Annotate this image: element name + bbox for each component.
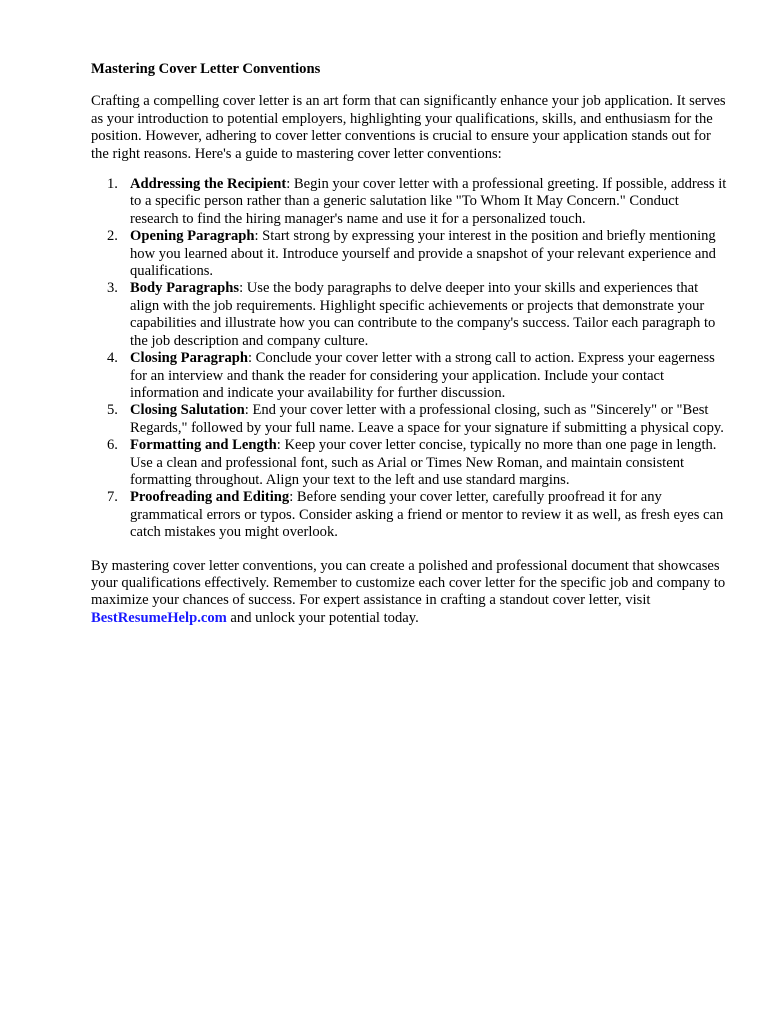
list-item-heading: Closing Paragraph [130,350,248,367]
list-item-text: : End your cover letter with a professional closing, such as "Sincerely" or "Best Regards," followed by your full name. Leave a space for your signature if submitting a physical copy. [130,402,724,436]
bestresumehelp-link[interactable]: BestResumeHelp.com [91,609,227,626]
list-item [91,350,731,402]
conclusion-paragraph [91,558,731,628]
list-item [91,176,731,228]
list-item-heading: Addressing the Recipient [130,176,287,193]
conclusion-text: By mastering cover letter conventions, you can create a polished and professional document that showcases your qualifications effectively. Remember to customize each cover letter for the specific job and company to maximize your chances of success. For expert assistance in crafting a standout cover letter, visit [91,557,726,609]
list-item-heading: Proofreading and Editing [130,489,290,506]
list-item-number: 3. [107,280,118,297]
document-title: Mastering Cover Letter Conventions [91,61,321,77]
document-page [91,61,731,627]
list-item [91,280,731,350]
list-item [91,437,731,489]
list-item [91,228,731,280]
list-item-heading: Formatting and Length [130,437,277,454]
list-item [91,489,731,541]
intro-paragraph: Crafting a compelling cover letter is an art form that can significantly enhance your job application. It serves as your introduction to potential employers, highlighting your qualifications, skills, and enthusiasm for the position. However, adhering to cover letter conventions is crucial to ensure your application stands out for the right reasons. Here's a guide to mastering cover letter conventions: [91,93,726,162]
list-item [91,402,731,437]
list-item-text: : Use the body paragraphs to delve deeper into your skills and experiences that align with the job requirements. Highlight specific achievements or projects that demonstrate your capabilities and illustrate how you can contribute to the company's success. Tailor each paragraph to the job description and company culture. [130,280,716,349]
list-item-number: 1. [107,176,118,193]
list-item-heading: Body Paragraphs [130,280,240,297]
conclusion-text-end: and unlock your potential today. [226,609,419,626]
list-item-text: : Start strong by expressing your interest in the position and briefly mentioning how you learned about it. Introduce yourself and provide a snapshot of your relevant experience and qualifications. [130,228,716,280]
list-item-heading: Closing Salutation [130,402,245,419]
list-item-text: : Conclude your cover letter with a strong call to action. Express your eagerness for an interview and thank the reader for considering your application. Include your contact information and indicate your availability for further discussion. [130,350,715,401]
list-item-heading: Opening Paragraph [130,228,255,245]
list-item-number: 6. [107,437,118,454]
list-item-text: : Before sending your cover letter, carefully proofread it for any grammatical errors or typos. Consider asking a friend or mentor to review it as well, as fresh eyes can catch mistakes you might overlook. [130,489,724,541]
list-item-number: 4. [107,350,118,367]
list-item-text: : Begin your cover letter with a professional greeting. If possible, address it to a specific person rather than a generic salutation like "To Whom It May Concern." Conduct research to find the hiring manager's name and use it for a personalized touch. [130,176,727,227]
list-item-text: : Keep your cover letter concise, typically no more than one page in length. Use a clean and professional font, such as Arial or Times New Roman, and maintain consistent formatting throughout. Align your text to the left and use standard margins. [130,437,717,488]
list-item-number: 2. [107,228,118,245]
list-item-number: 7. [107,489,118,506]
list-item-number: 5. [107,402,118,419]
conventions-list [91,176,731,542]
